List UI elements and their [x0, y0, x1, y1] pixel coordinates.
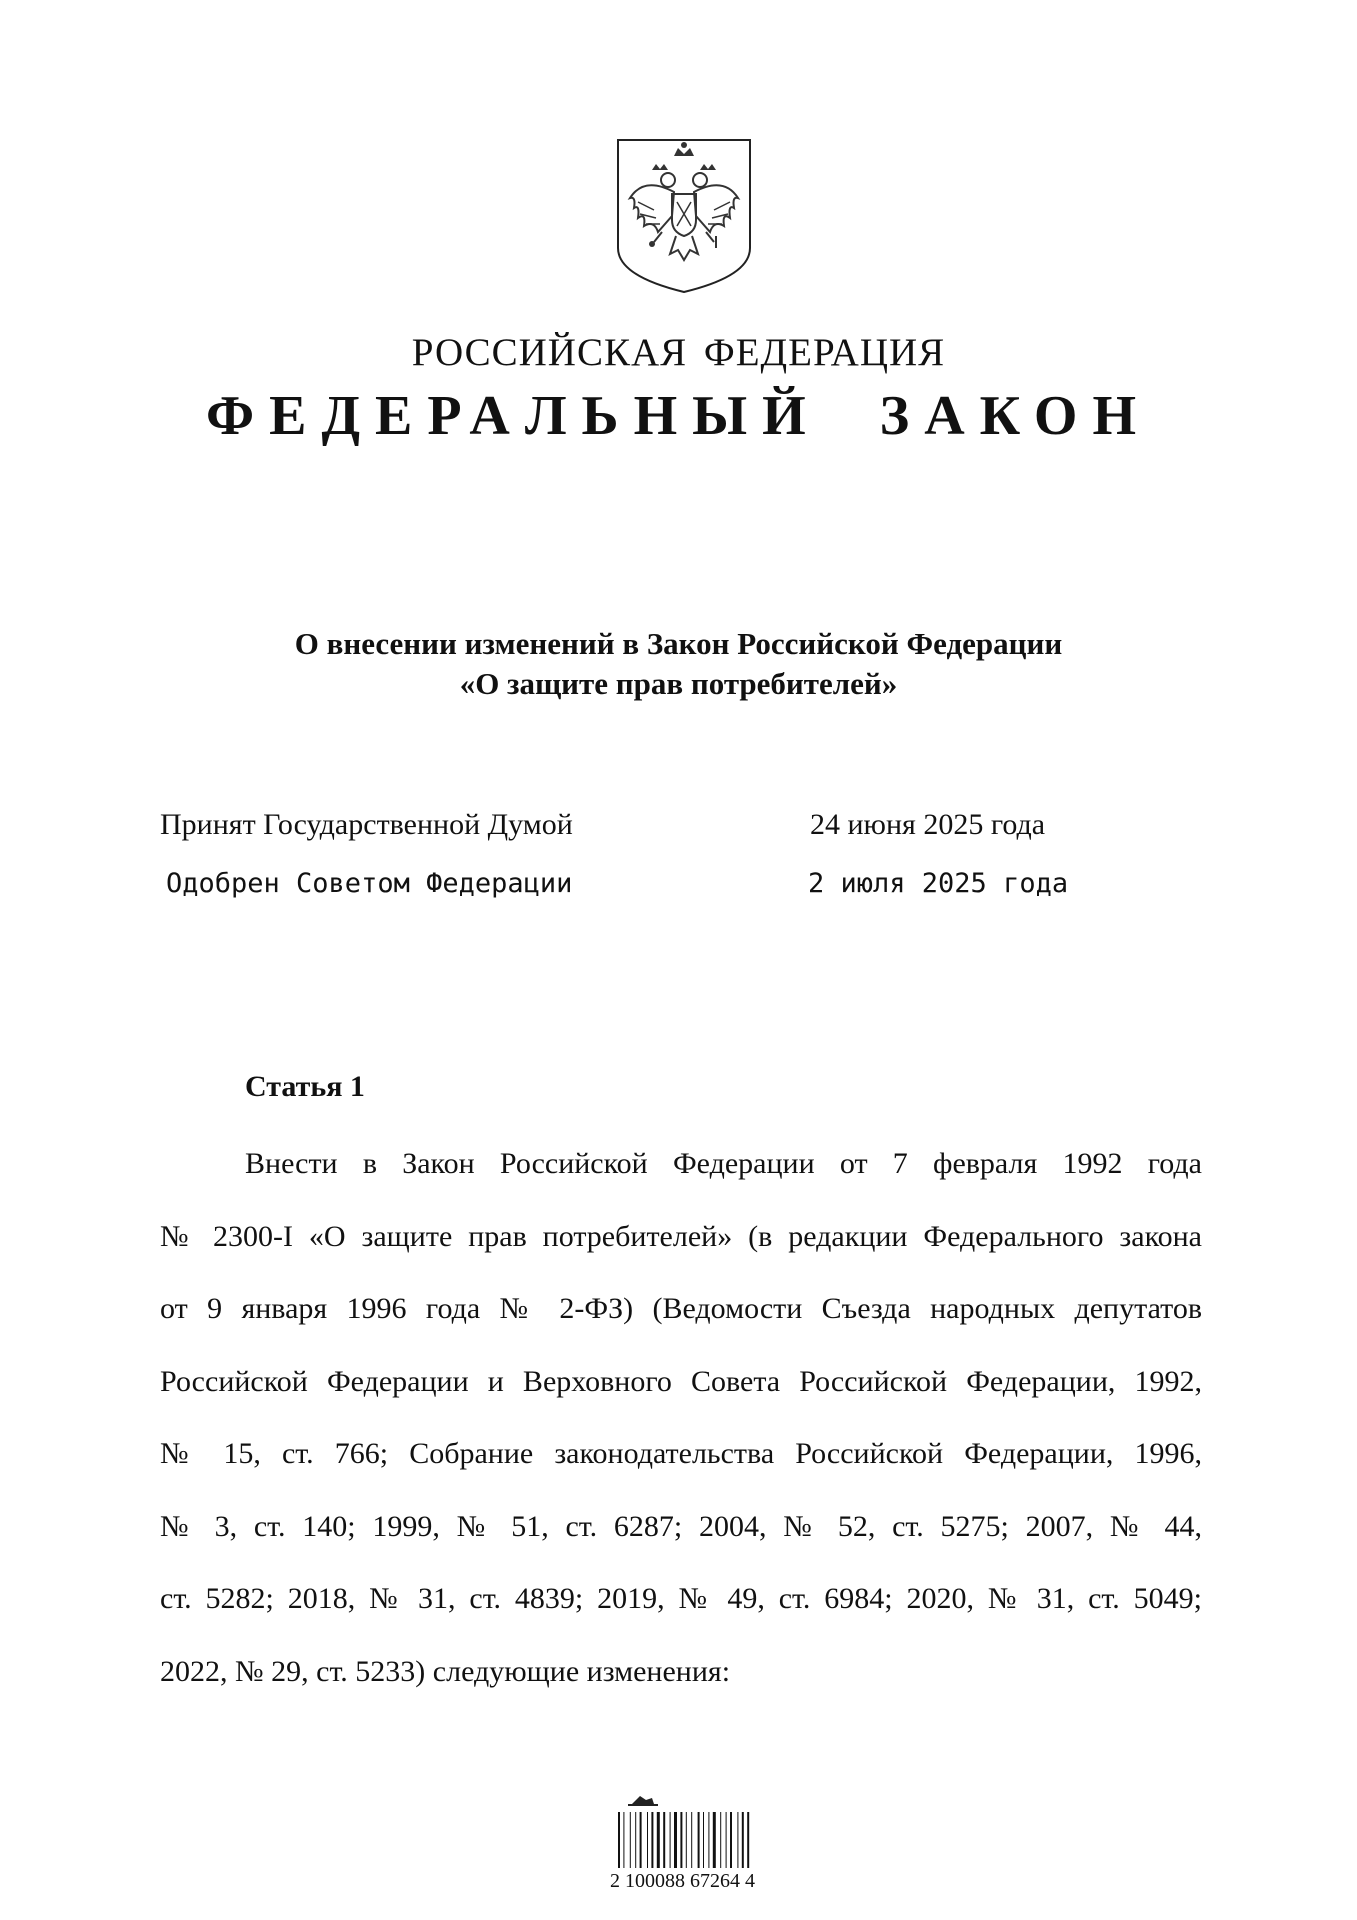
barcode-number: 2 100088 67264 4 [610, 1870, 755, 1892]
approval-council-label: Одобрен Советом Федерации [166, 868, 573, 899]
law-title-line-2: «О защите прав потребителей» [459, 666, 898, 701]
article-line: ст. 5282; 2018, № 31, ст. 4839; 2019, № 49, ст. 6984; 2020, № 31, ст. 5049; [160, 1582, 1202, 1615]
law-title [0, 624, 1357, 704]
article-heading: Статья 1 [245, 1070, 365, 1103]
approval-council-date: 2 июля 2025 года [808, 868, 1069, 899]
barcode-icon [610, 1790, 790, 1870]
coat-of-arms-icon [614, 136, 754, 296]
law-title-line-1: О внесении изменений в Закон Российской Федерации [294, 626, 1063, 661]
article-line: Российской Федерации и Верховного Совета Российской Федерации, 1992, [160, 1364, 1202, 1398]
article-line: № 2300-I «О защите прав потребителей» (в редакции Федерального закона [160, 1219, 1202, 1253]
article-line: Внести в Закон Российской Федерации от 7 февраля 1992 года [245, 1147, 1202, 1180]
country-name: РОССИЙСКАЯ ФЕДЕРАЦИЯ [411, 331, 946, 374]
article-line: 2022, № 29, ст. 5233) следующие изменения: [160, 1654, 731, 1688]
article-body [160, 1128, 1202, 1708]
adoption-duma-date: 24 июня 2025 года [810, 808, 1046, 841]
adoption-duma-label: Принят Государственной Думой [160, 808, 573, 841]
article-line: № 3, ст. 140; 1999, № 51, ст. 6287; 2004, № 52, ст. 5275; 2007, № 44, [160, 1509, 1202, 1543]
article-line: от 9 января 1996 года № 2-ФЗ) (Ведомости Съезда народных депутатов [160, 1292, 1202, 1325]
document-type: ФЕДЕРАЛЬНЫЙ ЗАКОН [206, 385, 1151, 447]
article-line: № 15, ст. 766; Собрание законодательства Российской Федерации, 1996, [160, 1437, 1202, 1470]
barcode-block [610, 1790, 790, 1900]
